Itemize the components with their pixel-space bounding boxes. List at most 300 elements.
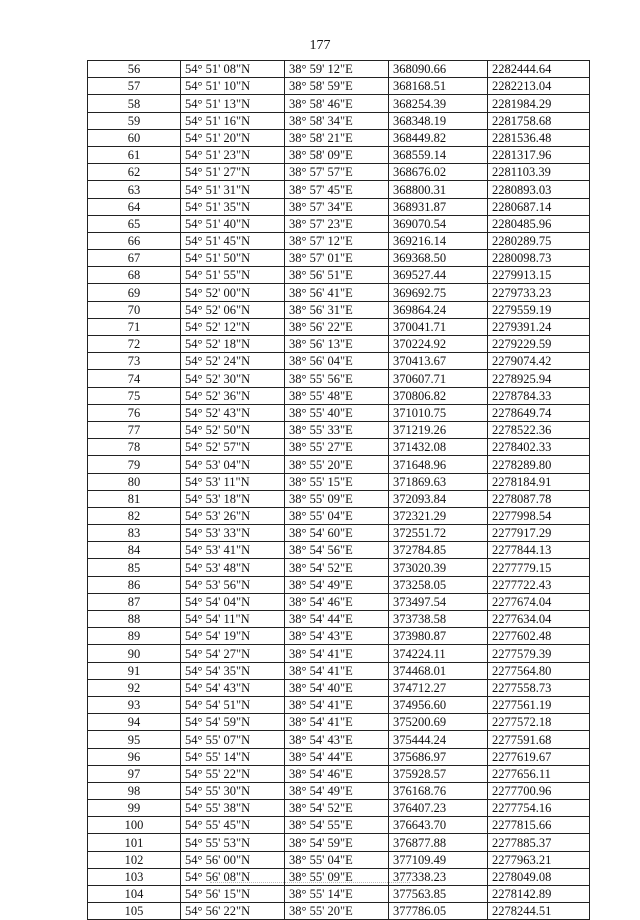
latitude-cell: 54° 55' 30"N: [181, 782, 285, 799]
point-number-cell: 68: [88, 267, 181, 284]
longitude-cell: 38° 56' 51"E: [285, 267, 389, 284]
longitude-cell: 38° 54' 52"E: [285, 559, 389, 576]
table-row: [88, 250, 590, 267]
x-coordinate-cell: 376877.88: [389, 834, 488, 851]
table-row: [88, 851, 590, 868]
longitude-cell: 38° 57' 34"E: [285, 198, 389, 215]
y-coordinate-cell: 2277722.43: [488, 576, 590, 593]
x-coordinate-cell: 370413.67: [389, 353, 488, 370]
point-number-cell: 80: [88, 473, 181, 490]
longitude-cell: 38° 55' 40"E: [285, 404, 389, 421]
latitude-cell: 54° 56' 22"N: [181, 903, 285, 920]
point-number-cell: 79: [88, 456, 181, 473]
point-number-cell: 66: [88, 232, 181, 249]
point-number-cell: 61: [88, 146, 181, 163]
y-coordinate-cell: 2279913.15: [488, 267, 590, 284]
y-coordinate-cell: 2277579.39: [488, 645, 590, 662]
x-coordinate-cell: 374468.01: [389, 662, 488, 679]
y-coordinate-cell: 2278142.89: [488, 886, 590, 903]
table-row: [88, 593, 590, 610]
table-row: [88, 765, 590, 782]
y-coordinate-cell: 2281103.39: [488, 164, 590, 181]
y-coordinate-cell: 2280485.96: [488, 215, 590, 232]
point-number-cell: 98: [88, 782, 181, 799]
latitude-cell: 54° 51' 08"N: [181, 61, 285, 78]
point-number-cell: 86: [88, 576, 181, 593]
x-coordinate-cell: 371869.63: [389, 473, 488, 490]
table-row: [88, 903, 590, 920]
latitude-cell: 54° 52' 30"N: [181, 370, 285, 387]
latitude-cell: 54° 56' 15"N: [181, 886, 285, 903]
latitude-cell: 54° 53' 26"N: [181, 507, 285, 524]
x-coordinate-cell: 371010.75: [389, 404, 488, 421]
point-number-cell: 92: [88, 679, 181, 696]
table-row: [88, 129, 590, 146]
latitude-cell: 54° 53' 04"N: [181, 456, 285, 473]
longitude-cell: 38° 54' 46"E: [285, 593, 389, 610]
latitude-cell: 54° 52' 36"N: [181, 387, 285, 404]
longitude-cell: 38° 54' 52"E: [285, 800, 389, 817]
latitude-cell: 54° 51' 55"N: [181, 267, 285, 284]
latitude-cell: 54° 56' 08"N: [181, 868, 285, 885]
x-coordinate-cell: 375686.97: [389, 748, 488, 765]
point-number-cell: 62: [88, 164, 181, 181]
y-coordinate-cell: 2277815.66: [488, 817, 590, 834]
x-coordinate-cell: 376407.23: [389, 800, 488, 817]
x-coordinate-cell: 375200.69: [389, 714, 488, 731]
latitude-cell: 54° 51' 16"N: [181, 112, 285, 129]
y-coordinate-cell: 2277572.18: [488, 714, 590, 731]
table-row: [88, 112, 590, 129]
x-coordinate-cell: 369216.14: [389, 232, 488, 249]
x-coordinate-cell: 373497.54: [389, 593, 488, 610]
x-coordinate-cell: 374224.11: [389, 645, 488, 662]
point-number-cell: 81: [88, 490, 181, 507]
table-row: [88, 439, 590, 456]
y-coordinate-cell: 2277656.11: [488, 765, 590, 782]
longitude-cell: 38° 56' 22"E: [285, 318, 389, 335]
y-coordinate-cell: 2279733.23: [488, 284, 590, 301]
latitude-cell: 54° 52' 12"N: [181, 318, 285, 335]
x-coordinate-cell: 377786.05: [389, 903, 488, 920]
point-number-cell: 93: [88, 696, 181, 713]
latitude-cell: 54° 52' 43"N: [181, 404, 285, 421]
x-coordinate-cell: 368090.66: [389, 61, 488, 78]
point-number-cell: 70: [88, 301, 181, 318]
point-number-cell: 95: [88, 731, 181, 748]
x-coordinate-cell: 370041.71: [389, 318, 488, 335]
latitude-cell: 54° 55' 07"N: [181, 731, 285, 748]
point-number-cell: 64: [88, 198, 181, 215]
y-coordinate-cell: 2278289.80: [488, 456, 590, 473]
latitude-cell: 54° 52' 57"N: [181, 439, 285, 456]
longitude-cell: 38° 54' 55"E: [285, 817, 389, 834]
longitude-cell: 38° 54' 49"E: [285, 576, 389, 593]
x-coordinate-cell: 372321.29: [389, 507, 488, 524]
page-number: 177: [309, 38, 331, 53]
point-number-cell: 63: [88, 181, 181, 198]
point-number-cell: 74: [88, 370, 181, 387]
latitude-cell: 54° 52' 18"N: [181, 336, 285, 353]
x-coordinate-cell: 371432.08: [389, 439, 488, 456]
table-row: [88, 748, 590, 765]
longitude-cell: 38° 54' 59"E: [285, 834, 389, 851]
y-coordinate-cell: 2281758.68: [488, 112, 590, 129]
latitude-cell: 54° 53' 41"N: [181, 542, 285, 559]
x-coordinate-cell: 377338.23: [389, 868, 488, 885]
table-row: [88, 782, 590, 799]
x-coordinate-cell: 368449.82: [389, 129, 488, 146]
latitude-cell: 54° 53' 11"N: [181, 473, 285, 490]
coordinates-table-body: [88, 61, 590, 920]
longitude-cell: 38° 55' 04"E: [285, 851, 389, 868]
latitude-cell: 54° 51' 23"N: [181, 146, 285, 163]
longitude-cell: 38° 55' 27"E: [285, 439, 389, 456]
longitude-cell: 38° 58' 59"E: [285, 78, 389, 95]
latitude-cell: 54° 51' 31"N: [181, 181, 285, 198]
y-coordinate-cell: 2279074.42: [488, 353, 590, 370]
x-coordinate-cell: 368931.87: [389, 198, 488, 215]
point-number-cell: 96: [88, 748, 181, 765]
longitude-cell: 38° 54' 44"E: [285, 611, 389, 628]
latitude-cell: 54° 53' 18"N: [181, 490, 285, 507]
x-coordinate-cell: 368800.31: [389, 181, 488, 198]
table-row: [88, 679, 590, 696]
latitude-cell: 54° 51' 45"N: [181, 232, 285, 249]
table-row: [88, 576, 590, 593]
longitude-cell: 38° 55' 20"E: [285, 456, 389, 473]
point-number-cell: 99: [88, 800, 181, 817]
longitude-cell: 38° 57' 45"E: [285, 181, 389, 198]
longitude-cell: 38° 56' 31"E: [285, 301, 389, 318]
y-coordinate-cell: 2278087.78: [488, 490, 590, 507]
table-row: [88, 232, 590, 249]
x-coordinate-cell: 371219.26: [389, 421, 488, 438]
longitude-cell: 38° 58' 46"E: [285, 95, 389, 112]
longitude-cell: 38° 54' 44"E: [285, 748, 389, 765]
y-coordinate-cell: 2277564.80: [488, 662, 590, 679]
longitude-cell: 38° 54' 41"E: [285, 662, 389, 679]
table-row: [88, 800, 590, 817]
latitude-cell: 54° 51' 50"N: [181, 250, 285, 267]
x-coordinate-cell: 376168.76: [389, 782, 488, 799]
latitude-cell: 54° 52' 06"N: [181, 301, 285, 318]
table-row: [88, 404, 590, 421]
table-row: [88, 353, 590, 370]
point-number-cell: 87: [88, 593, 181, 610]
y-coordinate-cell: 2278184.91: [488, 473, 590, 490]
point-number-cell: 58: [88, 95, 181, 112]
y-coordinate-cell: 2278784.33: [488, 387, 590, 404]
latitude-cell: 54° 51' 40"N: [181, 215, 285, 232]
y-coordinate-cell: 2277998.54: [488, 507, 590, 524]
x-coordinate-cell: 370224.92: [389, 336, 488, 353]
point-number-cell: 60: [88, 129, 181, 146]
table-row: [88, 318, 590, 335]
x-coordinate-cell: 369368.50: [389, 250, 488, 267]
point-number-cell: 94: [88, 714, 181, 731]
point-number-cell: 77: [88, 421, 181, 438]
latitude-cell: 54° 51' 27"N: [181, 164, 285, 181]
x-coordinate-cell: 368348.19: [389, 112, 488, 129]
table-row: [88, 370, 590, 387]
longitude-cell: 38° 54' 40"E: [285, 679, 389, 696]
x-coordinate-cell: 368559.14: [389, 146, 488, 163]
latitude-cell: 54° 56' 00"N: [181, 851, 285, 868]
y-coordinate-cell: 2277561.19: [488, 696, 590, 713]
longitude-cell: 38° 55' 56"E: [285, 370, 389, 387]
longitude-cell: 38° 54' 41"E: [285, 645, 389, 662]
table-row: [88, 731, 590, 748]
x-coordinate-cell: 377563.85: [389, 886, 488, 903]
table-row: [88, 164, 590, 181]
x-coordinate-cell: 368254.39: [389, 95, 488, 112]
longitude-cell: 38° 58' 34"E: [285, 112, 389, 129]
table-row: [88, 267, 590, 284]
y-coordinate-cell: 2280687.14: [488, 198, 590, 215]
y-coordinate-cell: 2280098.73: [488, 250, 590, 267]
table-row: [88, 696, 590, 713]
longitude-cell: 38° 56' 41"E: [285, 284, 389, 301]
longitude-cell: 38° 55' 15"E: [285, 473, 389, 490]
y-coordinate-cell: 2281536.48: [488, 129, 590, 146]
x-coordinate-cell: 377109.49: [389, 851, 488, 868]
y-coordinate-cell: 2280893.03: [488, 181, 590, 198]
longitude-cell: 38° 58' 21"E: [285, 129, 389, 146]
latitude-cell: 54° 51' 20"N: [181, 129, 285, 146]
point-number-cell: 85: [88, 559, 181, 576]
y-coordinate-cell: 2277558.73: [488, 679, 590, 696]
longitude-cell: 38° 54' 46"E: [285, 765, 389, 782]
y-coordinate-cell: 2277779.15: [488, 559, 590, 576]
longitude-cell: 38° 54' 56"E: [285, 542, 389, 559]
table-row: [88, 336, 590, 353]
point-number-cell: 82: [88, 507, 181, 524]
y-coordinate-cell: 2278522.36: [488, 421, 590, 438]
y-coordinate-cell: 2280289.75: [488, 232, 590, 249]
longitude-cell: 38° 54' 41"E: [285, 714, 389, 731]
longitude-cell: 38° 54' 41"E: [285, 696, 389, 713]
y-coordinate-cell: 2277619.67: [488, 748, 590, 765]
point-number-cell: 67: [88, 250, 181, 267]
point-number-cell: 76: [88, 404, 181, 421]
x-coordinate-cell: 369070.54: [389, 215, 488, 232]
x-coordinate-cell: 369692.75: [389, 284, 488, 301]
table-row: [88, 507, 590, 524]
latitude-cell: 54° 54' 43"N: [181, 679, 285, 696]
table-row: [88, 817, 590, 834]
latitude-cell: 54° 54' 35"N: [181, 662, 285, 679]
y-coordinate-cell: 2278049.08: [488, 868, 590, 885]
longitude-cell: 38° 57' 12"E: [285, 232, 389, 249]
x-coordinate-cell: 375444.24: [389, 731, 488, 748]
longitude-cell: 38° 55' 09"E: [285, 868, 389, 885]
longitude-cell: 38° 55' 04"E: [285, 507, 389, 524]
table-row: [88, 645, 590, 662]
table-row: [88, 525, 590, 542]
latitude-cell: 54° 51' 13"N: [181, 95, 285, 112]
coordinates-table: [87, 60, 590, 920]
point-number-cell: 73: [88, 353, 181, 370]
y-coordinate-cell: 2277754.16: [488, 800, 590, 817]
latitude-cell: 54° 52' 24"N: [181, 353, 285, 370]
table-row: [88, 456, 590, 473]
latitude-cell: 54° 53' 33"N: [181, 525, 285, 542]
point-number-cell: 103: [88, 868, 181, 885]
x-coordinate-cell: 368676.02: [389, 164, 488, 181]
y-coordinate-cell: 2281984.29: [488, 95, 590, 112]
longitude-cell: 38° 55' 09"E: [285, 490, 389, 507]
latitude-cell: 54° 54' 51"N: [181, 696, 285, 713]
y-coordinate-cell: 2282213.04: [488, 78, 590, 95]
y-coordinate-cell: 2277963.21: [488, 851, 590, 868]
latitude-cell: 54° 51' 10"N: [181, 78, 285, 95]
longitude-cell: 38° 58' 09"E: [285, 146, 389, 163]
latitude-cell: 54° 55' 53"N: [181, 834, 285, 851]
x-coordinate-cell: 371648.96: [389, 456, 488, 473]
table-row: [88, 490, 590, 507]
y-coordinate-cell: 2277674.04: [488, 593, 590, 610]
table-row: [88, 61, 590, 78]
y-coordinate-cell: 2278244.51: [488, 903, 590, 920]
point-number-cell: 83: [88, 525, 181, 542]
x-coordinate-cell: 375928.57: [389, 765, 488, 782]
table-row: [88, 559, 590, 576]
latitude-cell: 54° 52' 00"N: [181, 284, 285, 301]
y-coordinate-cell: 2282444.64: [488, 61, 590, 78]
table-row: [88, 662, 590, 679]
x-coordinate-cell: 373980.87: [389, 628, 488, 645]
x-coordinate-cell: 374712.27: [389, 679, 488, 696]
x-coordinate-cell: 372093.84: [389, 490, 488, 507]
longitude-cell: 38° 57' 23"E: [285, 215, 389, 232]
latitude-cell: 54° 53' 56"N: [181, 576, 285, 593]
table-row: [88, 146, 590, 163]
longitude-cell: 38° 54' 43"E: [285, 628, 389, 645]
y-coordinate-cell: 2279391.24: [488, 318, 590, 335]
y-coordinate-cell: 2277634.04: [488, 611, 590, 628]
point-number-cell: 84: [88, 542, 181, 559]
y-coordinate-cell: 2277602.48: [488, 628, 590, 645]
latitude-cell: 54° 55' 38"N: [181, 800, 285, 817]
x-coordinate-cell: 372784.85: [389, 542, 488, 559]
y-coordinate-cell: 2278402.33: [488, 439, 590, 456]
latitude-cell: 54° 54' 04"N: [181, 593, 285, 610]
longitude-cell: 38° 54' 60"E: [285, 525, 389, 542]
table-row: [88, 542, 590, 559]
latitude-cell: 54° 55' 22"N: [181, 765, 285, 782]
y-coordinate-cell: 2277917.29: [488, 525, 590, 542]
longitude-cell: 38° 55' 48"E: [285, 387, 389, 404]
y-coordinate-cell: 2277885.37: [488, 834, 590, 851]
point-number-cell: 78: [88, 439, 181, 456]
point-number-cell: 57: [88, 78, 181, 95]
x-coordinate-cell: 369527.44: [389, 267, 488, 284]
table-row: [88, 198, 590, 215]
table-row: [88, 284, 590, 301]
latitude-cell: 54° 55' 14"N: [181, 748, 285, 765]
longitude-cell: 38° 57' 01"E: [285, 250, 389, 267]
y-coordinate-cell: 2278649.74: [488, 404, 590, 421]
point-number-cell: 69: [88, 284, 181, 301]
table-row: [88, 834, 590, 851]
point-number-cell: 101: [88, 834, 181, 851]
longitude-cell: 38° 54' 49"E: [285, 782, 389, 799]
x-coordinate-cell: 369864.24: [389, 301, 488, 318]
latitude-cell: 54° 54' 11"N: [181, 611, 285, 628]
longitude-cell: 38° 56' 04"E: [285, 353, 389, 370]
latitude-cell: 54° 54' 19"N: [181, 628, 285, 645]
table-row: [88, 421, 590, 438]
longitude-cell: 38° 56' 13"E: [285, 336, 389, 353]
y-coordinate-cell: 2278925.94: [488, 370, 590, 387]
x-coordinate-cell: 376643.70: [389, 817, 488, 834]
point-number-cell: 59: [88, 112, 181, 129]
point-number-cell: 91: [88, 662, 181, 679]
longitude-cell: 38° 57' 57"E: [285, 164, 389, 181]
x-coordinate-cell: 373738.58: [389, 611, 488, 628]
point-number-cell: 72: [88, 336, 181, 353]
point-number-cell: 88: [88, 611, 181, 628]
latitude-cell: 54° 54' 27"N: [181, 645, 285, 662]
point-number-cell: 102: [88, 851, 181, 868]
point-number-cell: 56: [88, 61, 181, 78]
x-coordinate-cell: 372551.72: [389, 525, 488, 542]
latitude-cell: 54° 51' 35"N: [181, 198, 285, 215]
latitude-cell: 54° 53' 48"N: [181, 559, 285, 576]
longitude-cell: 38° 54' 43"E: [285, 731, 389, 748]
longitude-cell: 38° 59' 12"E: [285, 61, 389, 78]
x-coordinate-cell: 373020.39: [389, 559, 488, 576]
y-coordinate-cell: 2277844.13: [488, 542, 590, 559]
table-row: [88, 611, 590, 628]
longitude-cell: 38° 55' 33"E: [285, 421, 389, 438]
y-coordinate-cell: 2279229.59: [488, 336, 590, 353]
table-row: [88, 78, 590, 95]
table-row: [88, 473, 590, 490]
table-row: [88, 95, 590, 112]
x-coordinate-cell: 368168.51: [389, 78, 488, 95]
longitude-cell: 38° 55' 14"E: [285, 886, 389, 903]
x-coordinate-cell: 370806.82: [389, 387, 488, 404]
y-coordinate-cell: 2279559.19: [488, 301, 590, 318]
point-number-cell: 65: [88, 215, 181, 232]
point-number-cell: 75: [88, 387, 181, 404]
latitude-cell: 54° 54' 59"N: [181, 714, 285, 731]
point-number-cell: 97: [88, 765, 181, 782]
x-coordinate-cell: 373258.05: [389, 576, 488, 593]
y-coordinate-cell: 2281317.96: [488, 146, 590, 163]
longitude-cell: 38° 55' 20"E: [285, 903, 389, 920]
table-row: [88, 387, 590, 404]
table-row: [88, 181, 590, 198]
y-coordinate-cell: 2277591.68: [488, 731, 590, 748]
x-coordinate-cell: 374956.60: [389, 696, 488, 713]
latitude-cell: 54° 55' 45"N: [181, 817, 285, 834]
footer-divider: [210, 882, 410, 883]
table-row: [88, 886, 590, 903]
table-row: [88, 301, 590, 318]
point-number-cell: 105: [88, 903, 181, 920]
point-number-cell: 104: [88, 886, 181, 903]
point-number-cell: 100: [88, 817, 181, 834]
table-row: [88, 628, 590, 645]
table-row: [88, 215, 590, 232]
table-row: [88, 714, 590, 731]
y-coordinate-cell: 2277700.96: [488, 782, 590, 799]
x-coordinate-cell: 370607.71: [389, 370, 488, 387]
latitude-cell: 54° 52' 50"N: [181, 421, 285, 438]
